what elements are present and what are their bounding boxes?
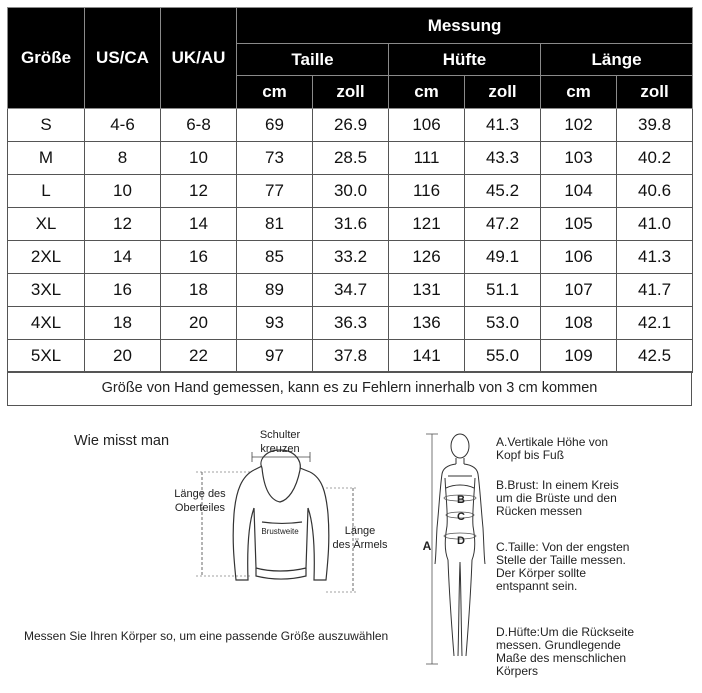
header-waist-zoll: zoll [313,76,389,109]
table-cell: 16 [161,241,237,274]
note-b [496,479,619,518]
table-cell: 131 [389,274,465,307]
instruction-text: Messen Sie Ihren Körper so, um eine passende Größe auszuwählen [24,629,389,643]
table-cell: 18 [161,274,237,307]
table-cell: 34.7 [313,274,389,307]
marker-a: A [422,539,432,553]
table-cell: 36.3 [313,307,389,340]
body-figure-illustration [418,428,508,673]
garment-measurement-illustration [150,430,410,600]
sleeve-length-label-line1: Länge [344,525,376,537]
table-row [8,340,693,373]
table-cell: L [8,175,85,208]
table-cell: 30.0 [313,175,389,208]
table-cell: 73 [237,142,313,175]
header-hip-cm: cm [389,76,465,109]
header-length: Länge [541,44,693,76]
table-cell: 106 [389,109,465,142]
note-d-line3: Maße des menschlichen [496,651,627,665]
table-cell: 10 [85,175,161,208]
note-a-line2: Kopf bis Fuß [496,448,565,462]
table-cell: 41.0 [617,208,693,241]
table-cell: 40.6 [617,175,693,208]
header-length-zoll: zoll [617,76,693,109]
table-header [8,8,693,109]
size-chart-table [7,7,693,373]
note-a [496,436,608,462]
table-cell: 47.2 [465,208,541,241]
table-cell: 10 [161,142,237,175]
table-cell: 141 [389,340,465,373]
table-cell: 41.7 [617,274,693,307]
header-size: Größe [8,8,85,109]
header-waist: Taille [237,44,389,76]
table-cell: 103 [541,142,617,175]
table-cell: 126 [389,241,465,274]
table-cell: 81 [237,208,313,241]
table-cell: 85 [237,241,313,274]
table-cell: 41.3 [465,109,541,142]
table-cell: 5XL [8,340,85,373]
table-cell: 18 [85,307,161,340]
note-c-line1: C.Taille: Von der engsten [496,540,630,554]
table-cell: 55.0 [465,340,541,373]
table-cell: 22 [161,340,237,373]
table-cell: 136 [389,307,465,340]
table-cell: 6-8 [161,109,237,142]
table-cell: 14 [161,208,237,241]
top-length-label-line2: Oberteiles [174,502,226,514]
table-cell: 42.5 [617,340,693,373]
marker-c: C [457,511,465,523]
table-cell: 20 [85,340,161,373]
note-d-line2: messen. Grundlegende [496,638,621,652]
shoulder-label-line1: Schulter [259,430,301,441]
table-row [8,208,693,241]
note-b-line3: Rücken messen [496,504,583,518]
table-cell: 14 [85,241,161,274]
table-body [8,109,693,373]
table-cell: S [8,109,85,142]
note-b-line2: um die Brüste und den [496,491,617,505]
note-c-line4: entspannt sein. [496,579,578,593]
table-cell: 16 [85,274,161,307]
table-row [8,142,693,175]
note-a-line1: A.Vertikale Höhe von [496,435,609,449]
table-cell: 12 [85,208,161,241]
table-cell: 39.8 [617,109,693,142]
table-cell: 40.2 [617,142,693,175]
table-cell: 49.1 [465,241,541,274]
table-row [8,307,693,340]
header-waist-cm: cm [237,76,313,109]
measurement-note: Größe von Hand gemessen, kann es zu Fehlern innerhalb von 3 cm kommen [7,371,692,406]
top-length-label-line1: Länge des [174,488,226,500]
table-cell: 93 [237,307,313,340]
table-cell: 109 [541,340,617,373]
header-hip-zoll: zoll [465,76,541,109]
note-d-line1: D.Hüfte:Um die Rückseite [496,625,635,639]
table-cell: 121 [389,208,465,241]
table-cell: 37.8 [313,340,389,373]
table-cell: 89 [237,274,313,307]
table-cell: 77 [237,175,313,208]
hoodie-outline-icon [233,450,329,580]
note-c-line2: Stelle der Taille messen. [496,553,626,567]
table-cell: 111 [389,142,465,175]
table-cell: 20 [161,307,237,340]
table-cell: 43.3 [465,142,541,175]
table-cell: 69 [237,109,313,142]
table-cell: 105 [541,208,617,241]
table-row [8,109,693,142]
note-d-line4: Körpers [496,664,539,678]
table-row [8,274,693,307]
marker-b: B [457,494,465,506]
table-cell: 42.1 [617,307,693,340]
table-cell: 31.6 [313,208,389,241]
header-uk-au: UK/AU [161,8,237,109]
note-c [496,541,629,593]
table-cell: 28.5 [313,142,389,175]
table-cell: 8 [85,142,161,175]
table-cell: 51.1 [465,274,541,307]
table-cell: 106 [541,241,617,274]
table-cell: 116 [389,175,465,208]
table-cell: 97 [237,340,313,373]
table-cell: 4-6 [85,109,161,142]
table-cell: 4XL [8,307,85,340]
header-us-ca: US/CA [85,8,161,109]
table-cell: 2XL [8,241,85,274]
table-cell: 107 [541,274,617,307]
table-cell: M [8,142,85,175]
marker-d: D [457,535,465,547]
table-cell: 104 [541,175,617,208]
note-c-line3: Der Körper sollte [496,566,587,580]
table-cell: 53.0 [465,307,541,340]
table-cell: XL [8,208,85,241]
table-cell: 41.3 [617,241,693,274]
header-hip: Hüfte [389,44,541,76]
table-cell: 102 [541,109,617,142]
table-cell: 26.9 [313,109,389,142]
sleeve-length-label-line2: des Ärmels [332,539,388,551]
table-row [8,175,693,208]
table-cell: 33.2 [313,241,389,274]
table-cell: 12 [161,175,237,208]
note-b-line1: B.Brust: In einem Kreis [496,478,619,492]
header-length-cm: cm [541,76,617,109]
table-cell: 3XL [8,274,85,307]
shoulder-label-line2: kreuzen [260,443,300,455]
how-to-measure-title: Wie misst man [74,433,170,449]
note-d [496,626,634,678]
bust-width-label: Brustweite [261,527,299,536]
table-cell: 45.2 [465,175,541,208]
header-measurement: Messung [237,8,693,44]
table-row [8,241,693,274]
table-cell: 108 [541,307,617,340]
